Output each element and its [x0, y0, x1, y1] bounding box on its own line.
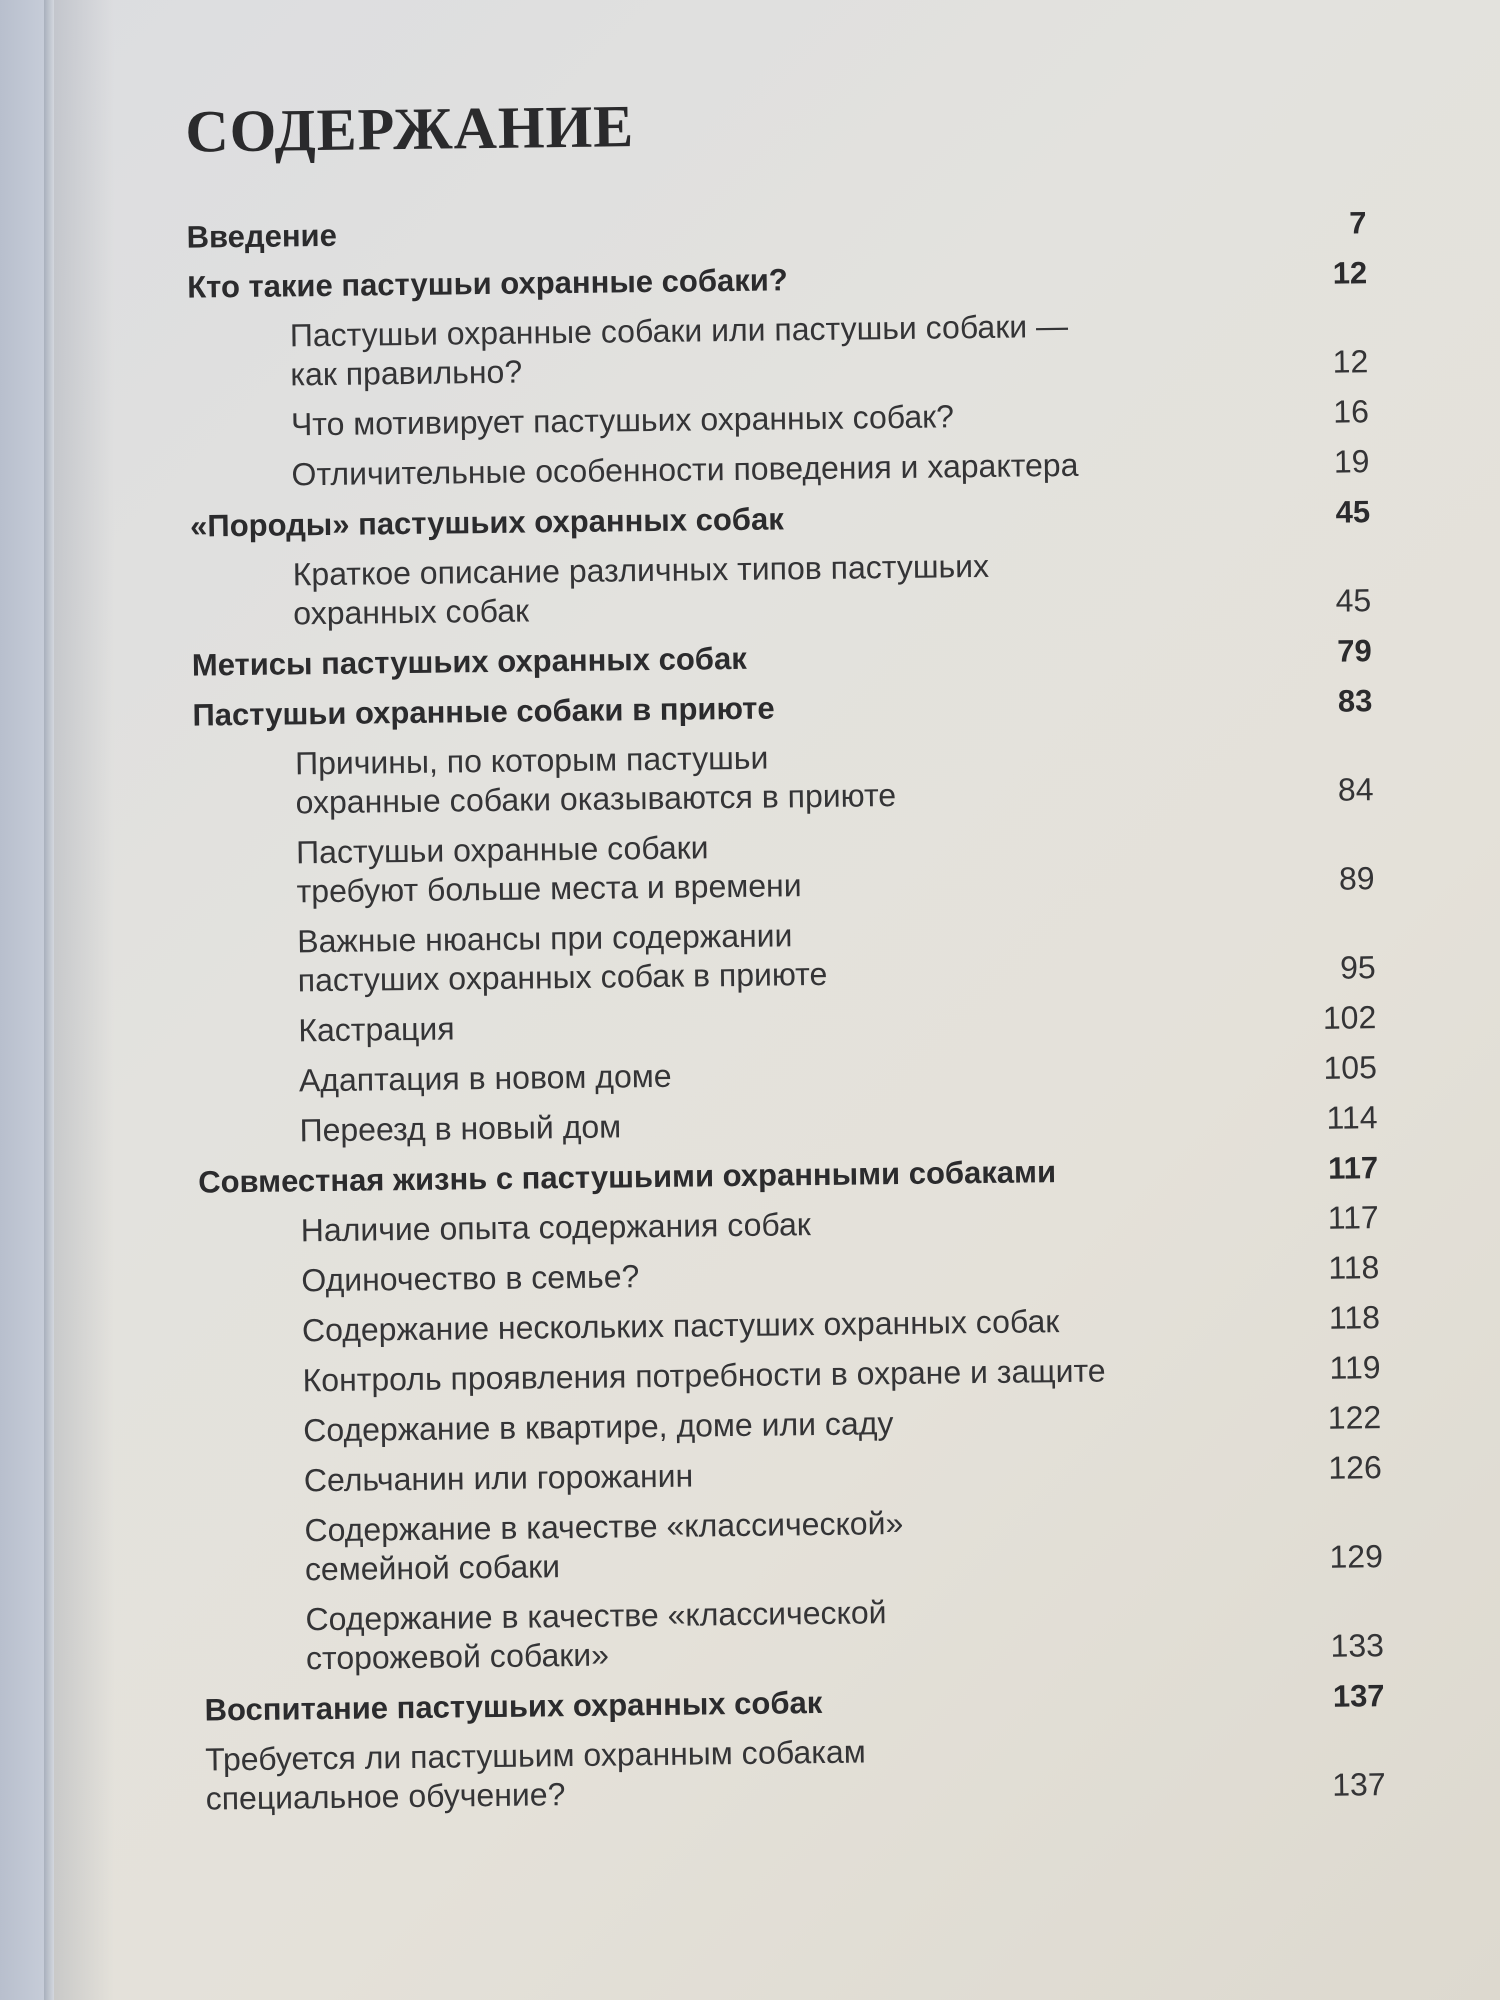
- toc-entry-title: [204, 1683, 822, 1730]
- toc-page-number: 19: [1333, 443, 1370, 480]
- toc-chapter-entry: [198, 1148, 1378, 1201]
- toc-entry-title-line: Кто такие пастушьи охранные собаки?: [187, 262, 788, 305]
- toc-page-number: 129: [1329, 1538, 1384, 1575]
- toc-entry-title: [296, 827, 802, 911]
- toc-entry-title-line: специальное обучение?: [205, 1776, 566, 1817]
- toc-section-entry: [191, 542, 1372, 634]
- toc-entry-title-line: семейной собаки: [304, 1548, 561, 1588]
- toc-entry-title-line: Сельчанин или горожанин: [303, 1457, 694, 1499]
- toc-page-number: 105: [1323, 1049, 1378, 1086]
- toc-section-entry: [196, 998, 1376, 1051]
- toc-section-entry: [188, 303, 1369, 395]
- toc-entry-title-line: Воспитание пастушьих охранных собак: [204, 1684, 823, 1728]
- toc-page-number: 118: [1328, 1249, 1380, 1286]
- toc-entry-title: [198, 1152, 1056, 1201]
- toc-entry-title-line: Отличительные особенности поведения и характера: [291, 446, 1079, 493]
- toc-page-number: 122: [1327, 1399, 1382, 1436]
- toc-section-entry: [205, 1726, 1386, 1818]
- toc-entry-title-line: Адаптация в новом доме: [298, 1057, 672, 1099]
- toc-section-entry: [202, 1448, 1382, 1501]
- toc-entry-title-line: охранных собак: [293, 592, 530, 632]
- toc-entry-title-line: Совместная жизнь с пастушьими охранными собаками: [197, 1154, 1057, 1200]
- toc-entry-title-line: Пастушьи охранные собаки в приюте: [192, 690, 775, 733]
- toc-entry-title-line: Содержание в качестве «классической»: [304, 1504, 904, 1549]
- toc-page-number: 137: [1332, 1678, 1385, 1714]
- page-edge: [44, 0, 54, 2000]
- toc-entry-title: [291, 397, 954, 444]
- toc-page-number: 16: [1333, 393, 1370, 430]
- toc-entry-title: [299, 1107, 621, 1150]
- toc-entry-title: [299, 1057, 672, 1101]
- toc-section-entry: [194, 820, 1375, 912]
- toc-page-number: 118: [1328, 1299, 1381, 1336]
- toc-entry-title: [187, 260, 788, 306]
- toc-entry-title-line: Содержание нескольких пастуших охранных собак: [301, 1303, 1060, 1349]
- toc-entry-title-line: Важные нюансы при содержании: [297, 917, 793, 960]
- toc-page-number: 117: [1327, 1150, 1379, 1186]
- toc-entry-title-line: Пастушьи охранные собаки: [295, 829, 709, 871]
- toc-entry-title-line: сторожевой собаки»: [305, 1636, 610, 1677]
- toc-entry-title: [192, 639, 747, 685]
- toc-entry-title: [297, 916, 827, 1000]
- toc-section-entry: [193, 731, 1374, 823]
- toc-entry-title-line: пастуших охранных собак в приюте: [297, 955, 828, 999]
- toc-chapter-entry: [186, 203, 1366, 256]
- toc-page-number: 7: [1349, 205, 1367, 241]
- toc-section-entry: [200, 1298, 1380, 1351]
- toc-entry-title: [301, 1257, 639, 1300]
- toc-chapter-entry: [192, 631, 1372, 684]
- toc-entry-title-line: Требуется ли пастушьим охранным собакам: [205, 1733, 866, 1778]
- toc-entry-title-line: Наличие опыта содержания собак: [300, 1206, 812, 1249]
- toc-entry-title-line: Контроль проявления потребности в охране и защите: [302, 1352, 1106, 1399]
- page-title: СОДЕРЖАНИЕ: [184, 93, 635, 165]
- toc-entry-title-line: Что мотивирует пастушьих охранных собак?: [290, 398, 955, 443]
- toc-entry-title: [302, 1352, 1105, 1401]
- toc-entry-title: [298, 1009, 455, 1050]
- toc-page-number: 79: [1337, 633, 1372, 669]
- toc-page-number: 119: [1329, 1349, 1381, 1386]
- table-of-contents: [186, 203, 1405, 1819]
- toc-page-number: 45: [1335, 582, 1372, 619]
- toc-entry-title-line: Переезд в новый дом: [299, 1108, 622, 1149]
- toc-entry-title: [293, 547, 990, 634]
- toc-entry-title-line: охранные собаки оказываются в приюте: [295, 777, 897, 821]
- toc-chapter-entry: [190, 492, 1370, 545]
- toc-entry-title: [290, 307, 1069, 395]
- toc-entry-title: [303, 1404, 894, 1450]
- toc-entry-title: [302, 1302, 1060, 1350]
- toc-entry-title-line: Причины, по которым пастушьи: [294, 739, 769, 782]
- page-content: [54, 0, 1500, 2000]
- toc-entry-title-line: Содержание в квартире, доме или саду: [303, 1405, 894, 1449]
- toc-entry-title-line: Пастушьи охранные собаки или пастушьи собаки —: [289, 307, 1069, 354]
- toc-entry-title: [295, 737, 896, 822]
- toc-section-entry: [197, 1048, 1377, 1101]
- toc-entry-title: [186, 216, 337, 257]
- toc-chapter-entry: [192, 681, 1372, 734]
- toc-entry-title: [304, 1504, 904, 1589]
- toc-entry-title: [304, 1457, 694, 1501]
- toc-section-entry: [199, 1248, 1379, 1301]
- toc-entry-title-line: Одиночество в семье?: [301, 1258, 640, 1299]
- toc-section-entry: [195, 909, 1376, 1001]
- toc-page-number: 137: [1332, 1766, 1386, 1803]
- toc-entry-title-line: как правильно?: [290, 353, 523, 393]
- toc-chapter-entry: [204, 1676, 1384, 1729]
- toc-section-entry: [201, 1398, 1381, 1451]
- toc-entry-title-line: Краткое описание различных типов пастушьих: [292, 547, 990, 593]
- toc-page-number: 95: [1339, 949, 1376, 986]
- toc-page-number: 84: [1337, 771, 1374, 808]
- toc-entry-title: [291, 446, 1078, 495]
- toc-page-number: 83: [1337, 683, 1373, 719]
- toc-chapter-entry: [187, 253, 1367, 306]
- toc-section-entry: [200, 1348, 1380, 1401]
- toc-page-number: 89: [1338, 860, 1375, 897]
- toc-page-number: 12: [1332, 343, 1369, 380]
- toc-entry-title-line: Кастрация: [298, 1010, 455, 1049]
- toc-page-number: 12: [1332, 255, 1368, 291]
- toc-section-entry: [197, 1098, 1377, 1151]
- toc-page-number: 133: [1330, 1627, 1385, 1664]
- toc-entry-title-line: Введение: [186, 217, 338, 255]
- toc-section-entry: [202, 1498, 1383, 1590]
- book-page: [54, 0, 1500, 2000]
- toc-page-number: 126: [1328, 1449, 1382, 1486]
- toc-entry-title-line: «Породы» пастушьих охранных собак: [189, 501, 784, 544]
- toc-entry-title: [192, 689, 775, 735]
- toc-entry-title-line: Метисы пастушьих охранных собак: [191, 640, 747, 683]
- toc-section-entry: [203, 1587, 1384, 1679]
- toc-entry-title: [205, 1732, 866, 1818]
- toc-page-number: 117: [1327, 1199, 1379, 1236]
- toc-entry-title: [305, 1593, 887, 1678]
- toc-page-number: 114: [1326, 1099, 1378, 1136]
- toc-section-entry: [189, 442, 1369, 495]
- toc-entry-title-line: требуют больше места и времени: [296, 867, 802, 910]
- toc-page-number: 45: [1335, 494, 1371, 530]
- toc-entry-title: [301, 1205, 811, 1250]
- toc-entry-title-line: Содержание в качестве «классической: [305, 1594, 887, 1638]
- toc-page-number: 102: [1322, 999, 1377, 1036]
- toc-section-entry: [199, 1198, 1379, 1251]
- toc-section-entry: [189, 392, 1369, 445]
- toc-entry-title: [190, 499, 784, 545]
